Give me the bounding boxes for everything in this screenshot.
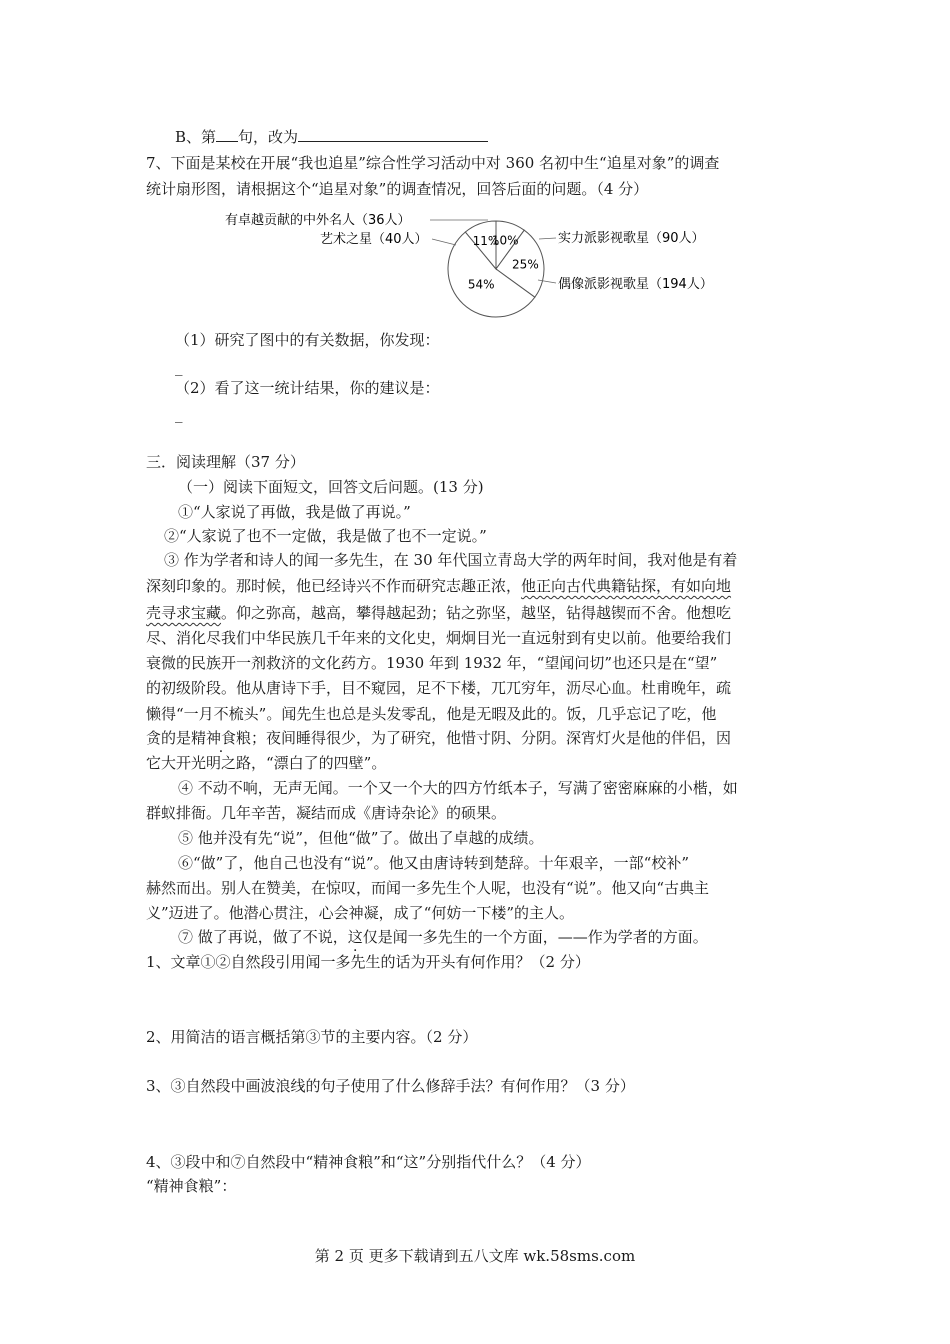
term-jingshen-shiliang: 精神食粮	[191, 729, 252, 747]
para-3-line3-b: 。仰之弥高，越高，攀得越起劲；钻之弥坚，越坚，钻得越锲而不舍。他想吃	[221, 604, 732, 622]
q6b-mid: 句，改为	[238, 128, 299, 146]
question-1: 1、文章①②自然段引用闻一多先生的话为开头有何作用？（2 分）	[146, 953, 590, 971]
para-3-line3	[146, 603, 731, 623]
q7-sub1: （1）研究了图中的有关数据，你发现：	[175, 331, 440, 349]
para-4-line2: 群蚁排衙。几年辛苦，凝结而成《唐诗杂论》的硕果。	[146, 804, 507, 822]
para-6-line3: 义”迈进了。他潜心贯注，心会神凝，成了“何妨一下楼”的主人。	[146, 904, 575, 922]
q6b-blank-1	[216, 125, 238, 142]
q6b-prefix: B、第	[175, 128, 217, 146]
leader-line-shili	[539, 238, 556, 239]
q6b-blank-2	[298, 125, 488, 142]
q7-sub2: （2）看了这一统计结果，你的建议是：	[175, 379, 440, 397]
leader-line-yishu	[432, 239, 456, 245]
para-6-line2: 赫然而出。别人在赞美，在惊叹，而闻一多先生个人呢，也没有“说”。他又向“古典主	[146, 879, 710, 897]
q6b-line	[175, 125, 488, 147]
q7-sub2-blank: _	[175, 405, 183, 423]
question-2: 2、用简洁的语言概括第③节的主要内容。（2 分）	[146, 1028, 478, 1046]
pie-pct-yishu: 11%	[472, 233, 500, 248]
question-4: 4、③段中和⑦自然段中“精神食粮”和“这”分别指代什么？（4 分）	[146, 1153, 591, 1171]
para-7	[178, 927, 708, 947]
para-3-line2-a: 深刻印象的。那时候，他已经诗兴不作而研究志趣正浓，	[146, 577, 522, 595]
slice-label-mingren: 有卓越贡献的中外名人（36人）	[225, 213, 411, 228]
para-7-c: 仅是闻一多先生的一个方面，——作为学者的方面。	[362, 928, 708, 946]
q7-line1: 7、下面是某校在开展“我也追星”综合性学习活动中对 360 名初中生“追星对象”的调查	[146, 154, 720, 172]
para-3-line2	[146, 576, 731, 596]
para-6-line1: ⑥“做”了，他自己也没有“说”。他又由唐诗转到楚辞。十年艰辛，一部“校补”	[178, 854, 690, 872]
para-3-line9: 它大开光明之路，“漂白了的四壁”。	[146, 754, 387, 772]
pie-chart	[220, 205, 780, 330]
para-3-line1: ③ 作为学者和诗人的闻一多先生，在 30 年代国立青岛大学的两年时间，我对他是有着	[164, 551, 738, 569]
term-zhe: 这	[347, 928, 363, 946]
pie-pct-ouxiang: 54%	[467, 277, 495, 292]
para-4-line1: ④ 不动不响，无声无闻。一个又一个大的四方竹纸本子，写满了密密麻麻的小楷，如	[178, 779, 738, 797]
wavy-sentence-part1: 他正向古代典籍钻探，有如向地	[521, 577, 732, 595]
para-7-a: ⑦ 做了再说，做了不说，	[178, 928, 348, 946]
pie-pct-shili: 25%	[512, 257, 539, 272]
pie-pct-mingren: 10%	[491, 233, 519, 248]
section3-title: 三．阅读理解（37 分）	[146, 453, 305, 471]
para-3-line8-a: 贪的是	[146, 729, 192, 747]
slice-label-yishu: 艺术之星（40人）	[320, 232, 428, 247]
para-3-line8-c: ；夜间睡得很少，为了研究，他惜寸阴、分阴。深宵灯火是他的伴侣，因	[251, 729, 732, 747]
para-3-line7: 懒得“一月不梳头”。闻先生也总是头发零乱，他是无暇及此的。饭，几乎忘记了吃，他	[146, 705, 717, 723]
slice-label-shili: 实力派影视歌星（90人）	[558, 231, 705, 246]
slice-label-ouxiang: 偶像派影视歌星（194人）	[558, 277, 713, 292]
para-1: ①“人家说了再做，我是做了再说。”	[178, 503, 411, 521]
para-3-line6: 的初级阶段。他从唐诗下手，目不窥园，足不下楼，兀兀穷年，沥尽心血。杜甫晚年，疏	[146, 679, 732, 697]
section3-intro: （一）阅读下面短文，回答文后问题。(13 分)	[178, 478, 484, 496]
para-2: ②“人家说了也不一定做，我是做了也不一定说。”	[164, 527, 487, 545]
para-3-line4: 尽、消化尽我们中华民族几千年来的文化史，炯炯目光一直远射到有史以前。他要给我们	[146, 629, 732, 647]
wavy-sentence-part2: 壳寻求宝藏	[146, 604, 222, 622]
q7-sub1-blank: _	[175, 358, 183, 376]
question-4-sub: “精神食粮”：	[146, 1177, 237, 1195]
para-3-line8	[146, 728, 731, 748]
q7-line2: 统计扇形图，请根据这个“追星对象”的调查情况，回答后面的问题。（4 分）	[146, 180, 649, 198]
question-3: 3、③自然段中画波浪线的句子使用了什么修辞手法？有何作用？（3 分）	[146, 1077, 635, 1095]
page-footer: 第 2 页 更多下载请到五八文库 wk.58sms.com	[314, 1247, 636, 1265]
para-5: ⑤ 他并没有先“说”，但他“做”了。做出了卓越的成绩。	[178, 829, 544, 847]
para-3-line5: 衰微的民族开一剂救济的文化药方。1930 年到 1932 年，“望闻问切”也还只是在“望”	[146, 654, 718, 672]
